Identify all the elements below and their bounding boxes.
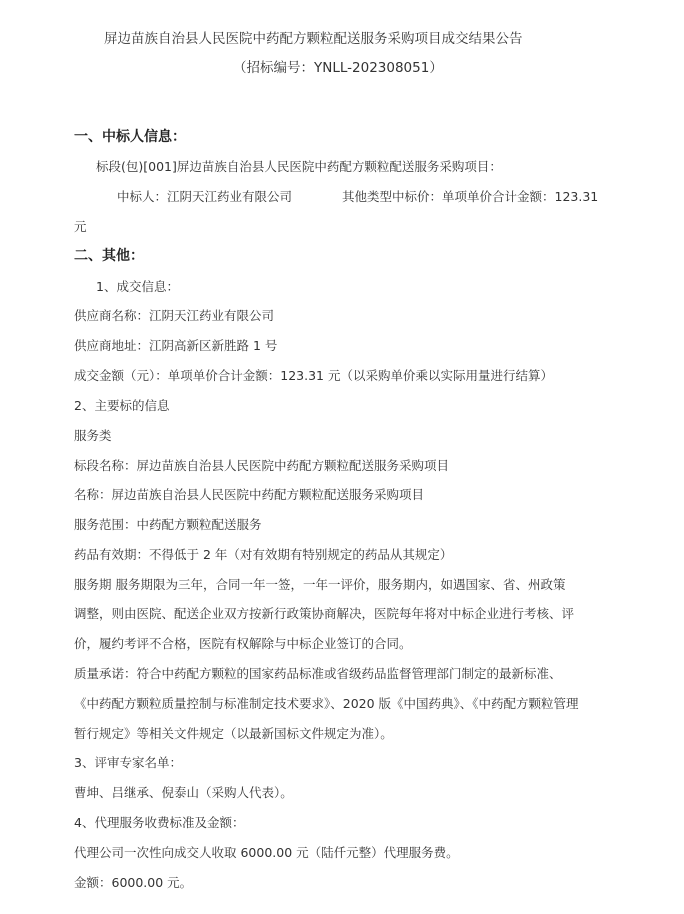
lot-name: 标段名称：屏边苗族自治县人民医院中药配方颗粒配送服务采购项目 [74,458,450,473]
experts-list: 曹坤、吕继承、倪泰山（采购人代表）。 [74,785,293,800]
winner-price: 其他类型中标价：单项单价合计金额：123.31 [342,189,599,204]
quality-commitment-line-2: 《中药配方颗粒质量控制与标准制定技术要求》、2020 版《中国药典》、《中药配方颗粒管理 [74,696,579,711]
deal-amount: 成交金额（元）：单项单价合计金额：123.31 元（以采购单价乘以实际用量进行结算） [74,368,553,383]
service-period-line-1: 服务期 服务期限为三年，合同一年一签，一年一评价，服务期内，如遇国家、省、州政策 [74,577,566,592]
service-type: 服务类 [74,428,112,443]
drug-validity: 药品有效期：不得低于 2 年（对有效期有特别规定的药品从其规定） [74,547,453,562]
quality-commitment-line-3: 暂行规定》等相关文件规定（以最新国标文件规定为准）。 [74,726,393,741]
winner-price-unit: 元 [74,219,87,234]
supplier-address: 供应商地址：江阴高新区新胜路 1 号 [74,338,278,353]
section-heading-winner: 一、中标人信息： [74,129,186,145]
experts-title: 3、评审专家名单： [74,755,182,770]
agency-fee-description: 代理公司一次性向成交人收取 6000.00 元（陆仟元整）代理服务费。 [74,845,459,860]
lot-line: 标段(包)[001]屏边苗族自治县人民医院中药配方颗粒配送服务采购项目： [96,159,502,174]
service-period-line-2: 调整，则由医院、配送企业双方按新行政策协商解决，医院每年将对中标企业进行考核、评 [74,606,575,621]
winner-name: 中标人：江阴天江药业有限公司 [117,189,293,204]
main-subject-title: 2、主要标的信息 [74,398,170,413]
agency-fee-amount: 金额：6000.00 元。 [74,875,193,890]
agency-fee-title: 4、代理服务收费标准及金额： [74,815,245,830]
supplier-name: 供应商名称：江阴天江药业有限公司 [74,308,275,323]
service-scope: 服务范围：中药配方颗粒配送服务 [74,517,262,532]
announcement-title: 屏边苗族自治县人民医院中药配方颗粒配送服务采购项目成交结果公告 [104,31,523,47]
service-period-line-3: 价，履约考评不合格，医院有权解除与中标企业签订的合同。 [74,636,412,651]
project-code: （招标编号：YNLL-202308051） [233,60,443,76]
quality-commitment-line-1: 质量承诺：符合中药配方颗粒的国家药品标准或省级药品监督管理部门制定的最新标准、 [74,666,562,681]
subject-name: 名称：屏边苗族自治县人民医院中药配方颗粒配送服务采购项目 [74,487,425,502]
deal-info-title: 1、成交信息： [96,279,179,294]
section-heading-other: 二、其他： [74,248,144,264]
